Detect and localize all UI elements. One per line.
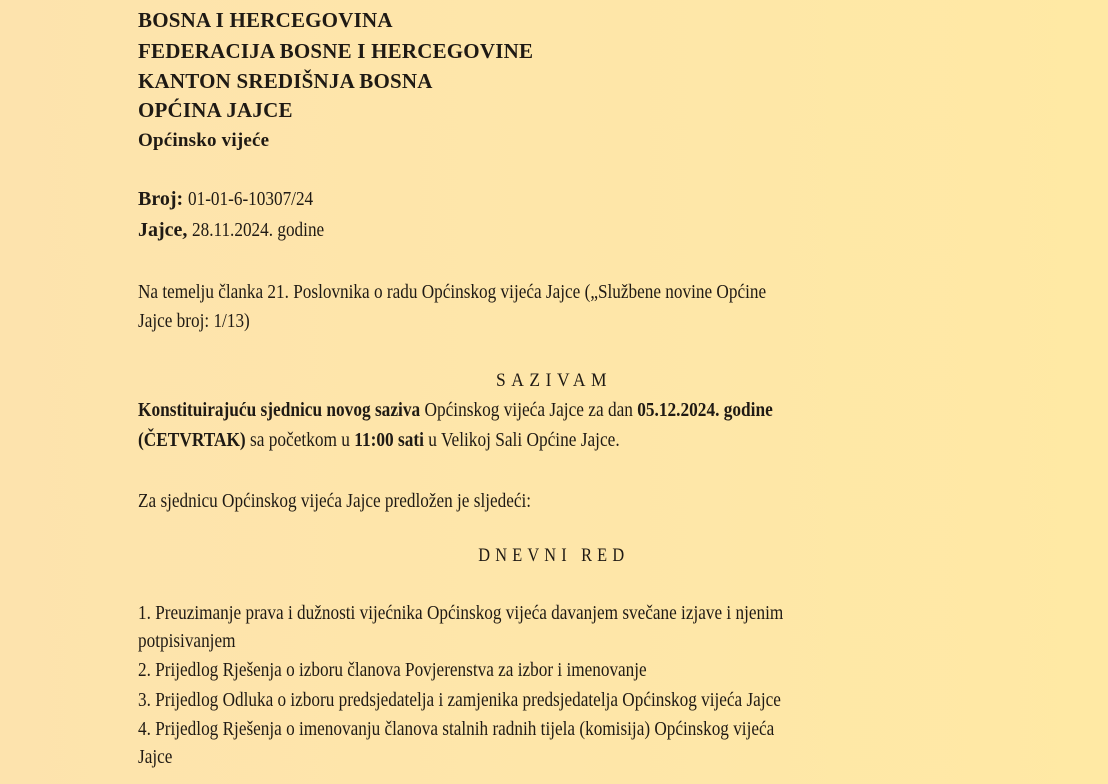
session-time: 11:00 sati — [354, 429, 424, 451]
preamble-line-2: Jajce broj: 1/13) — [138, 310, 250, 332]
reference-date-value: 28.11.2024. godine — [192, 219, 325, 241]
session-date: 05.12.2024. godine — [637, 399, 773, 421]
header-council: Općinsko vijeće — [138, 130, 270, 151]
agenda-item-2: 2. Prijedlog Rješenja o izboru članova Povjerenstva za izbor i imenovanje — [138, 659, 647, 681]
preamble-line-1: Na temelju članka 21. Poslovnika o radu Općinskog vijeća Jajce („Službene novine Općine — [138, 281, 767, 303]
reference-place: Jajce, — [138, 219, 188, 241]
agenda-item-4-line-2: Jajce — [138, 746, 173, 768]
reference-number — [138, 189, 334, 209]
reference-date — [138, 220, 346, 240]
session-type: Konstituirajuću sjednicu novog saziva — [138, 399, 421, 421]
agenda-item-3: 3. Prijedlog Odluka o izboru predsjedatelja i zamjenika predsjedatelja Općinskog vijeća Jajce — [138, 689, 781, 711]
header-canton: KANTON SREDIŠNJA BOSNA — [138, 69, 433, 93]
convocation-line-1: Konstituirajuću sjednicu novog saziva Općinskog vijeća Jajce za dan 05.12.2024. godine — [138, 399, 773, 421]
proposal-intro: Za sjednicu Općinskog vijeća Jajce predložen je sljedeći: — [138, 490, 532, 512]
convocation-line-2: (ČETVRTAK) sa početkom u 11:00 sati u Velikoj Sali Općine Jajce. — [138, 429, 620, 451]
header-municipality: OPĆINA JAJCE — [138, 98, 293, 122]
reference-number-value: 01-01-6-10307/24 — [188, 188, 314, 210]
reference-number-label: Broj: — [138, 188, 184, 210]
agenda-item-4-line-1: 4. Prijedlog Rješenja o imenovanju članova stalnih radnih tijela (komisija) Općinskog vijeća — [138, 718, 775, 740]
agenda-item-1-line-2: potpisivanjem — [138, 630, 236, 652]
session-weekday: (ČETVRTAK) — [138, 429, 246, 451]
agenda-title: DNEVNI RED — [478, 545, 630, 566]
agenda-item-1-line-1: 1. Preuzimanje prava i dužnosti vijećnika Općinskog vijeća davanjem svečane izjave i njenim — [138, 602, 784, 624]
header-country: BOSNA I HERCEGOVINA — [138, 8, 393, 32]
convocation-title: SAZIVAM — [495, 370, 613, 391]
header-federation: FEDERACIJA BOSNE I HERCEGOVINE — [138, 39, 534, 63]
